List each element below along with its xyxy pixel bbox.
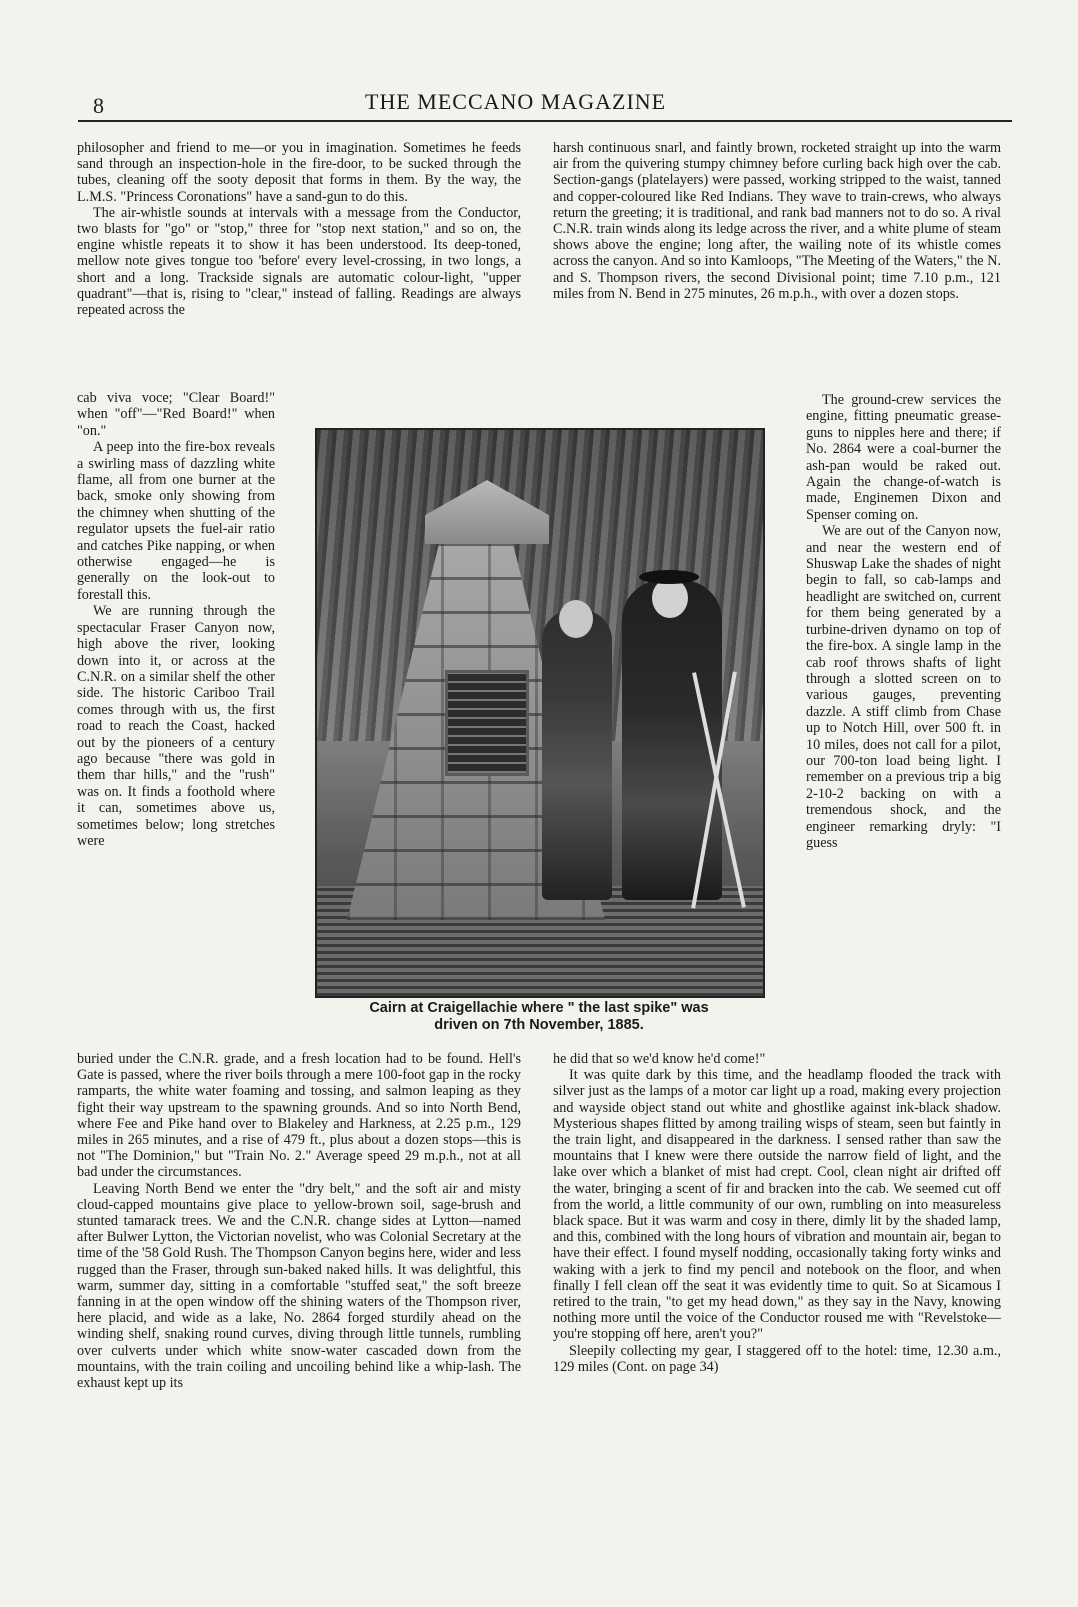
paragraph: A peep into the fire-box reveals a swirling mass of dazzling white flame, all from one burner at the back, smoke only showing from the chimney when shutting of the regulator upsets the fuel-air ratio and catches Pike napping, or when otherwise engaged—he is generally on the look-out to forestall this. (77, 439, 275, 603)
paragraph: buried under the C.N.R. grade, and a fresh location had to be found. Hell's Gate is passed, where the river boils through a mere 100-foot gap in the rocky ramparts, the white water foaming and tossing, and salmon leaping as they fight their way upstream to the spawning grounds. And so into North Bend, where Fee and Pike hand over to Blakeley and Harkness, at 2.25 p.m., 129 miles in 265 minutes, and a rise of 479 ft., plus about a dozen stops—this is not "The Dominion," but "Train No. 2." Average speed 29 m.p.h., not at all bad under the circumstances. (77, 1051, 521, 1181)
caption-line: driven on 7th November, 1885. (434, 1017, 644, 1033)
right-column-narrow (806, 392, 1001, 1048)
right-column-top (553, 140, 1001, 392)
paragraph: Sleepily collecting my gear, I staggered off to the hotel: time, 12.30 a.m., 129 miles (Cont. on page 34) (553, 1342, 1001, 1375)
page-number: 8 (93, 93, 104, 118)
paragraph: harsh continuous snarl, and faintly brown, rocketed straight up into the warm air from the quivering stumpy chimney before curling back high over the cab. Section-gangs (platelayers) were passed, working stripped to the waist, tanned and copper-coloured like Red Indians. They wave to train-crews, who always return the greeting; it is traditional, and rank bad manners not to do so. A rival C.N.R. train winds along its ledge across the river, and a white plume of steam shows above the engine; long after, the wailing note of its whistle comes across the canyon. And so into Kamloops, "The Meeting of the Waters," the N. and S. Thompson rivers, the second Divisional point; time 7.10 p.m., 121 miles from N. Bend in 275 minutes, 26 m.p.h., with over a dozen stops. (553, 140, 1001, 302)
paragraph: The ground-crew services the engine, fitting pneumatic grease-guns to nipples here and there; if No. 2864 were a coal-burner the ash-pan would be raked out. Again the change-of-watch is made, Enginemen Dixon and Spenser coming on. (806, 392, 1001, 523)
left-column-top (77, 140, 521, 390)
header-rule (78, 120, 1012, 122)
paragraph: We are running through the spectacular Fraser Canyon now, high above the river, looking down into it, or across at the C.N.R. on a similar shelf the other side. The historic Cariboo Trail comes through with us, the first road to reach the Coast, hacked out by the pioneers of a century ago because "there was gold in them thar hills," and the "rush" was on. It finds a foothold where it can, sometimes above us, sometimes below; long stretches were (77, 603, 275, 849)
commemorative-plaque (445, 670, 529, 776)
paragraph: cab viva voce; "Clear Board!" when "off"—"Red Board!" when "on." (77, 390, 275, 439)
person-left-head (559, 600, 593, 638)
paragraph: philosopher and friend to me—or you in imagination. Sometimes he feeds sand through an inspection-hole in the fire-door, to be sucked through the tubes, cleaning off the sooty deposit that forms in them. By the way, the L.M.S. "Princess Coronations" have a sand-gun to do this. (77, 140, 521, 205)
paragraph: Leaving North Bend we enter the "dry belt," and the soft air and misty cloud-capped mountains give place to yellow-brown soil, sage-brush and stunted tamarack trees. We and the C.N.R. change sides at Lytton—named after Bulwer Lytton, the Victorian novelist, who was Colonial Secretary at the time of the '58 Gold Rush. The Thompson Canyon begins here, wider and less rugged than the Fraser, through sun-baked naked hills. It was delightful, this warm, summer day, sitting in a comfortable "stuffed seat," the soft breeze fanning in at the open window off the shining waters of the Thompson river, here placid, and wide as a lake, No. 2864 forged sturdily ahead on the winding shelf, snaking round curves, diving through little tunnels, rumbling over culverts under which white snow-water cascaded down from the mountains, with the train coiling and uncoiling behind like a whip-lash. The exhaust kept up its (77, 1180, 521, 1392)
paragraph: We are out of the Canyon now, and near the western end of Shuswap Lake the shades of night begin to fall, so cab-lamps and headlight are switched on, current for them being generated by a turbine-driven dynamo on top of the fire-box. A single lamp in the cab roof throws shafts of light through a slotted screen on to various gauges, preventing dazzle. A stiff climb from Chase up to Notch Hill, over 500 ft. in 10 miles, does not call for a pilot, our 700-ton load being light. I remember on a previous trip a big 2-10-2 backing on with a tremendous shock, and the engineer remarking dryly: "I guess (806, 523, 1001, 851)
caption-line: Cairn at Craigellachie where " the last spike" was (369, 1000, 709, 1016)
left-column-bottom (77, 1051, 521, 1537)
paragraph: The air-whistle sounds at intervals with a message from the Conductor, two blasts for "go" or "stop," three for "stop next station," and so on, the engine whistle repeats it to show it has been understood. Its deep-toned, mellow note gives tongue too 'before' every level-crossing, in two longs, a short and a long. Trackside signals are automatic colour-light, "upper quadrant"—that is, rising to "clear," instead of falling. Readings are always repeated across the (77, 204, 521, 319)
right-column-bottom (553, 1051, 1001, 1537)
cairn-photograph (315, 428, 765, 998)
photo-caption (302, 1000, 776, 1034)
hat (639, 570, 699, 584)
magazine-title: THE MECCANO MAGAZINE (365, 89, 667, 114)
paragraph: he did that so we'd know he'd come!" (553, 1051, 766, 1067)
paragraph: It was quite dark by this time, and the headlamp flooded the track with silver just as the lamps of a motor car light up a road, making every projection and wayside object stand out white and ghostlike against ink-black shadow. Mysterious shapes flitted by among trailing wisps of steam, seen but faintly in the train light, and disappeared in the darkness. I sensed rather than saw the mountains that I knew were there outside the narrow field of light, and the lake over which a blanket of mist had crept. Cool, clean night air drifted off the water, bringing a scent of fir and bracken into the cab. We seemed cut off from the world, a little community of our own, rumbling on into measureless black space. But it was warm and cosy in there, dimly lit by the shaded lamp, and this, combined with the long hours of vibration and mountain air, began to have their effect. I found myself nodding, occasionally taking forty winks and waking with a jerk to find my pencil and notebook on the floor, and when finally I fell clean off the seat it was evidently time to quit. So at Sicamous I retired to the train, "to get my head down," as they say in the Navy, knowing nothing more until the voice of the Conductor roused me with "Revelstoke—you're stopping off here, aren't you?" (553, 1067, 1001, 1343)
left-column-narrow (77, 390, 275, 1048)
person-left (542, 610, 612, 900)
person-right-head (652, 578, 688, 618)
